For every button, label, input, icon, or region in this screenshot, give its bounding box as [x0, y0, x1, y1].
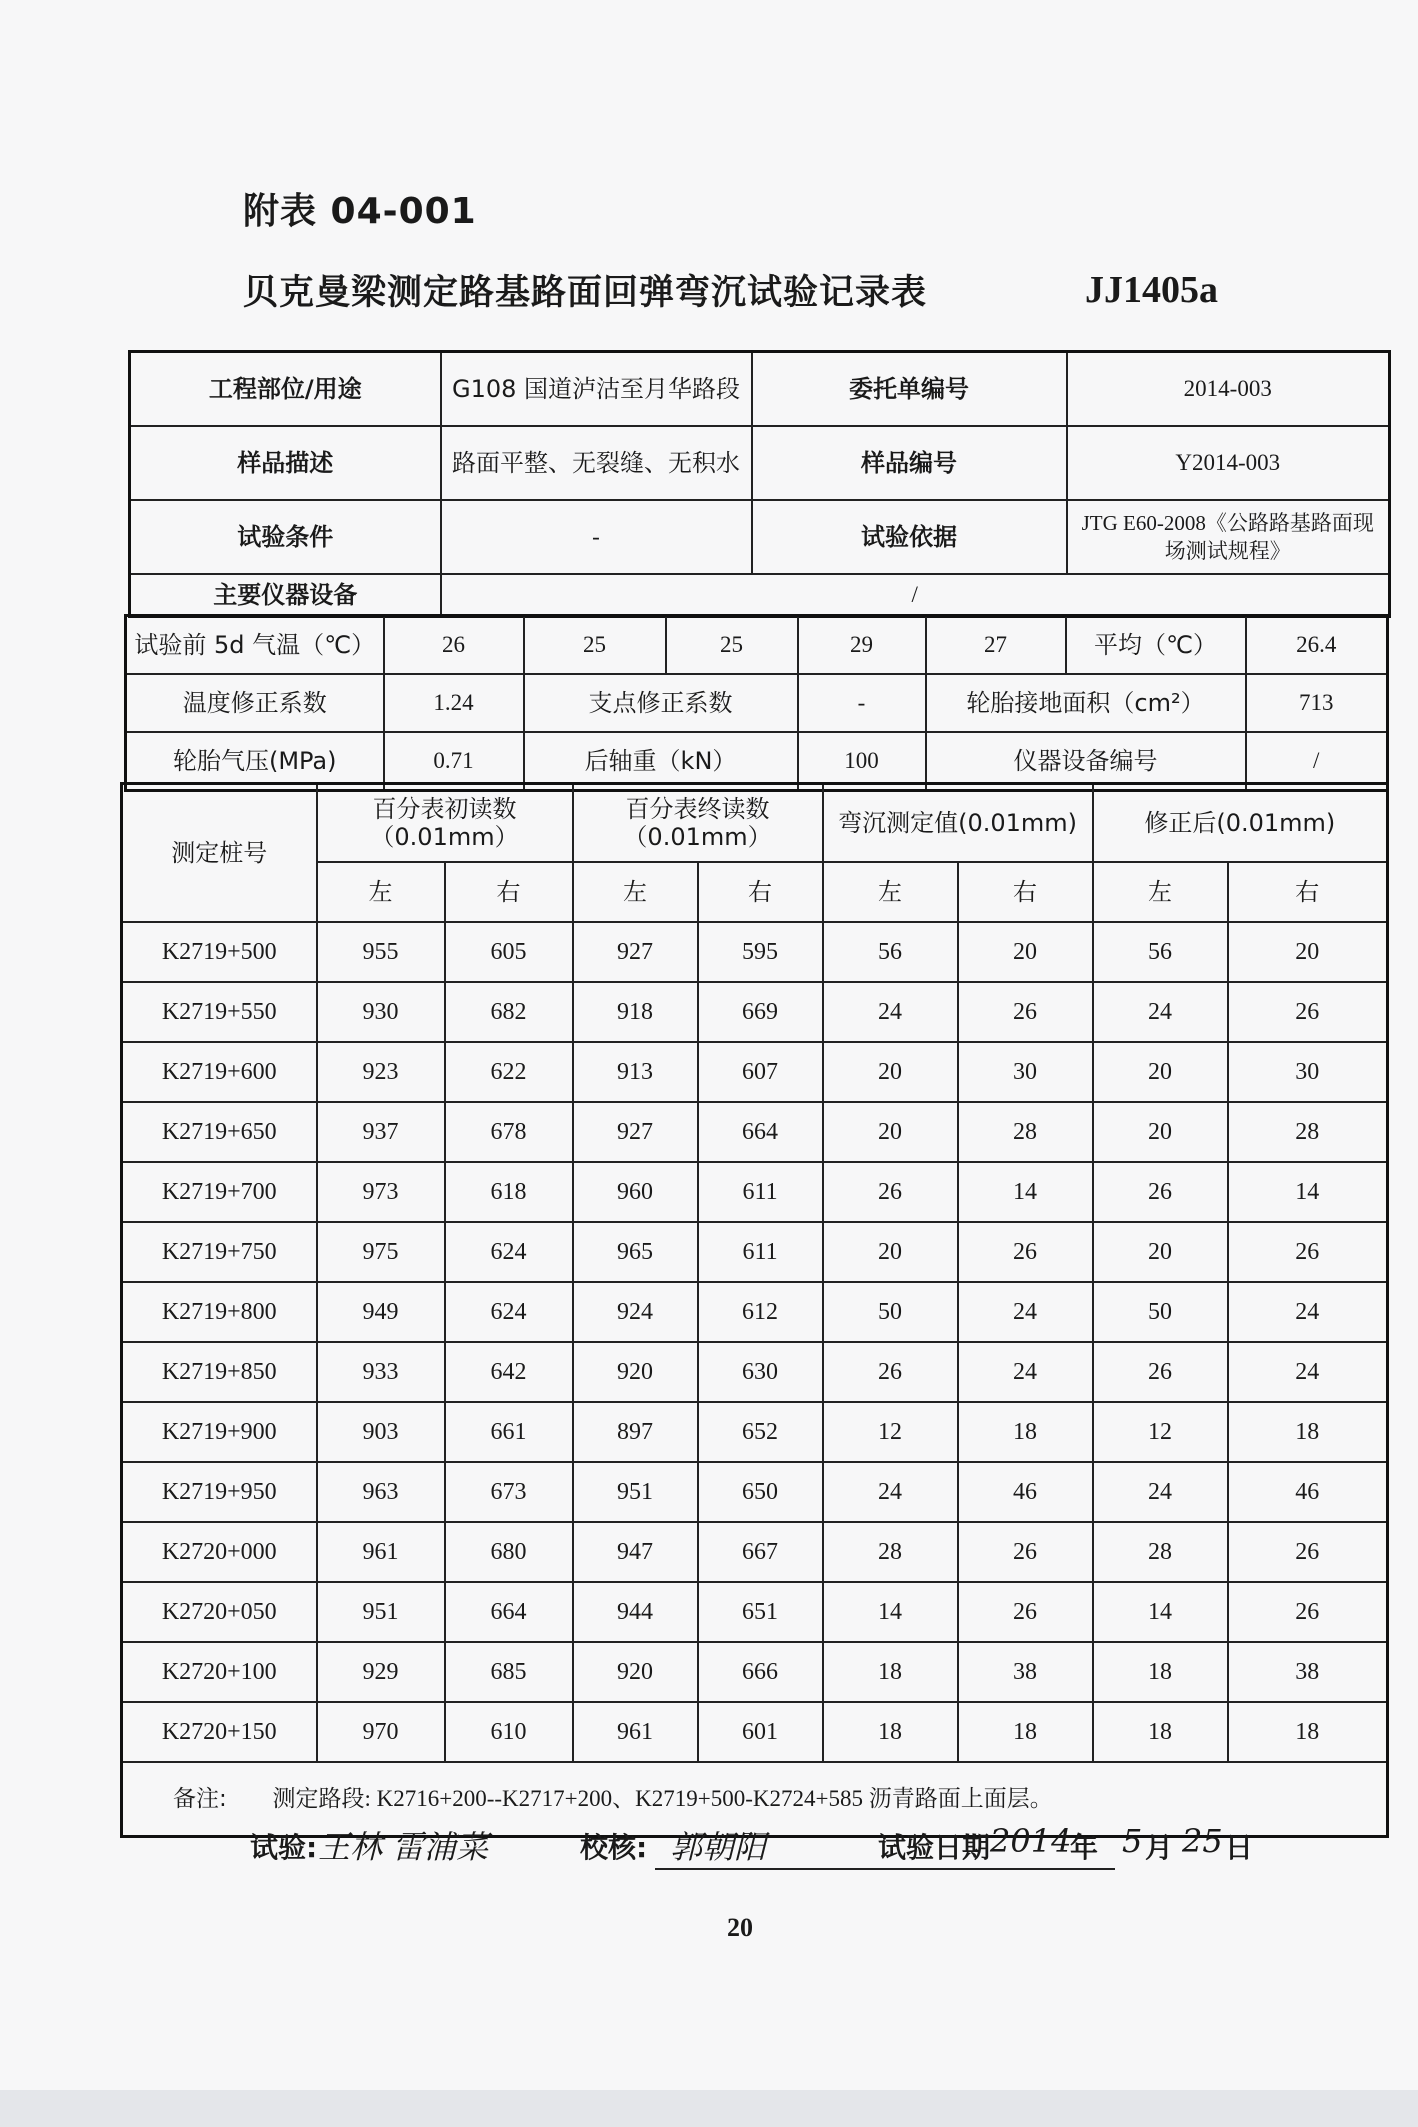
signature-footer [250, 1822, 1260, 1872]
initial-right-cell: 680 [445, 1522, 573, 1582]
station-cell: K2719+850 [122, 1342, 317, 1402]
tire-pressure-label: 轮胎气压(MPa) [126, 732, 384, 791]
temp-coef-label: 温度修正系数 [126, 674, 384, 732]
final-right-cell: 666 [698, 1642, 823, 1702]
final-right-cell: 611 [698, 1222, 823, 1282]
initial-left-cell: 933 [317, 1342, 445, 1402]
station-cell: K2719+700 [122, 1162, 317, 1222]
right-header: 右 [1228, 862, 1388, 922]
initial-right-cell: 610 [445, 1702, 573, 1762]
final-left-cell: 918 [573, 982, 698, 1042]
params-table [124, 614, 1389, 792]
corrected-right-cell: 24 [1228, 1282, 1388, 1342]
date-day: 25 [1182, 1822, 1223, 1860]
initial-left-cell: 961 [317, 1522, 445, 1582]
corrected-right-cell: 30 [1228, 1042, 1388, 1102]
initial-right-cell: 678 [445, 1102, 573, 1162]
initial-left-cell: 930 [317, 982, 445, 1042]
deflection-left-cell: 28 [823, 1522, 958, 1582]
deflection-right-cell: 26 [958, 1582, 1093, 1642]
station-cell: K2719+900 [122, 1402, 317, 1462]
final-left-cell: 965 [573, 1222, 698, 1282]
deflection-left-cell: 12 [823, 1402, 958, 1462]
deflection-right-cell: 20 [958, 922, 1093, 982]
document-title: 贝克曼梁测定路基路面回弹弯沉试验记录表 [243, 273, 928, 313]
initial-right-cell: 618 [445, 1162, 573, 1222]
final-left-cell: 947 [573, 1522, 698, 1582]
deflection-right-cell: 18 [958, 1402, 1093, 1462]
signature-line [655, 1868, 1115, 1870]
final-right-cell: 595 [698, 922, 823, 982]
temp-day-3: 25 [666, 616, 798, 675]
table-row [122, 1342, 1388, 1402]
initial-left-cell: 973 [317, 1162, 445, 1222]
corrected-right-cell: 26 [1228, 1522, 1388, 1582]
deflection-left-cell: 20 [823, 1042, 958, 1102]
initial-right-cell: 624 [445, 1282, 573, 1342]
initial-right-cell: 642 [445, 1342, 573, 1402]
corrected-left-cell: 20 [1093, 1042, 1228, 1102]
project-value: G108 国道泸沽至月华路段 [441, 352, 752, 427]
table-row [122, 1282, 1388, 1342]
deflection-right-cell: 28 [958, 1102, 1093, 1162]
corrected-left-cell: 24 [1093, 982, 1228, 1042]
table-row [126, 674, 1388, 732]
deflection-right-cell: 26 [958, 1222, 1093, 1282]
initial-left-cell: 929 [317, 1642, 445, 1702]
initial-left-cell: 970 [317, 1702, 445, 1762]
table-row [122, 1522, 1388, 1582]
commission-label: 委托单编号 [752, 352, 1067, 427]
initial-right-cell: 624 [445, 1222, 573, 1282]
condition-label: 试验条件 [130, 500, 441, 574]
station-cell: K2720+150 [122, 1702, 317, 1762]
right-header: 右 [445, 862, 573, 922]
table-row [130, 574, 1390, 617]
corrected-left-cell: 56 [1093, 922, 1228, 982]
station-cell: K2719+950 [122, 1462, 317, 1522]
corrected-right-cell: 26 [1228, 1582, 1388, 1642]
corrected-left-cell: 26 [1093, 1342, 1228, 1402]
basis-value: JTG E60-2008《公路路基路面现场测试规程》 [1067, 500, 1390, 574]
note-label: 备注: [173, 1786, 227, 1812]
corrected-left-cell: 28 [1093, 1522, 1228, 1582]
final-left-cell: 897 [573, 1402, 698, 1462]
final-left-cell: 920 [573, 1642, 698, 1702]
table-header-row [122, 784, 1388, 863]
final-left-cell: 961 [573, 1702, 698, 1762]
deflection-right-cell: 46 [958, 1462, 1093, 1522]
corrected-right-cell: 28 [1228, 1102, 1388, 1162]
station-cell: K2720+100 [122, 1642, 317, 1702]
deflection-right-cell: 30 [958, 1042, 1093, 1102]
final-left-cell: 927 [573, 922, 698, 982]
corrected-right-cell: 18 [1228, 1702, 1388, 1762]
tire-pressure-value: 0.71 [384, 732, 524, 791]
table-row [122, 1102, 1388, 1162]
corrected-left-cell: 14 [1093, 1582, 1228, 1642]
year-unit: 年 [1070, 1831, 1099, 1864]
condition-value: - [441, 500, 752, 574]
initial-right-cell: 661 [445, 1402, 573, 1462]
initial-right-cell: 673 [445, 1462, 573, 1522]
table-row [122, 1402, 1388, 1462]
table-row [126, 616, 1388, 675]
measurement-table [120, 782, 1389, 1838]
corrected-right-cell: 18 [1228, 1402, 1388, 1462]
table-row [122, 922, 1388, 982]
date-month: 5 [1122, 1822, 1143, 1860]
deflection-right-cell: 26 [958, 1522, 1093, 1582]
sample-desc-value: 路面平整、无裂缝、无积水 [441, 426, 752, 500]
equipment-label: 主要仪器设备 [130, 574, 441, 617]
table-row [122, 1222, 1388, 1282]
final-reading-header: 百分表终读数（0.01mm） [573, 784, 823, 863]
corrected-left-cell: 20 [1093, 1222, 1228, 1282]
final-right-cell: 630 [698, 1342, 823, 1402]
sample-no-label: 样品编号 [752, 426, 1067, 500]
tire-area-label: 轮胎接地面积（cm²） [926, 674, 1246, 732]
initial-left-cell: 955 [317, 922, 445, 982]
deflection-left-cell: 18 [823, 1702, 958, 1762]
day-unit: 日 [1225, 1831, 1254, 1864]
deflection-right-cell: 14 [958, 1162, 1093, 1222]
final-right-cell: 667 [698, 1522, 823, 1582]
table-row [122, 1642, 1388, 1702]
initial-right-cell: 682 [445, 982, 573, 1042]
deflection-right-cell: 38 [958, 1642, 1093, 1702]
initial-right-cell: 664 [445, 1582, 573, 1642]
deflection-right-cell: 26 [958, 982, 1093, 1042]
axle-value: 100 [798, 732, 926, 791]
support-coef-value: - [798, 674, 926, 732]
final-right-cell: 652 [698, 1402, 823, 1462]
station-cell: K2720+000 [122, 1522, 317, 1582]
avg-value: 26.4 [1246, 616, 1388, 675]
station-cell: K2719+750 [122, 1222, 317, 1282]
deflection-left-cell: 18 [823, 1642, 958, 1702]
basis-label: 试验依据 [752, 500, 1067, 574]
deflection-right-cell: 24 [958, 1342, 1093, 1402]
table-row [122, 1582, 1388, 1642]
device-no-value: / [1246, 732, 1388, 791]
temp-day-1: 26 [384, 616, 524, 675]
station-cell: K2719+600 [122, 1042, 317, 1102]
initial-reading-header: 百分表初读数（0.01mm） [317, 784, 573, 863]
table-row [130, 352, 1390, 427]
checker-signature: 郭朝阳 [670, 1828, 767, 1866]
final-right-cell: 607 [698, 1042, 823, 1102]
device-no-label: 仪器设备编号 [926, 732, 1246, 791]
temp-day-2: 25 [524, 616, 666, 675]
scan-edge [0, 2090, 1418, 2127]
sample-desc-label: 样品描述 [130, 426, 441, 500]
deflection-right-cell: 18 [958, 1702, 1093, 1762]
deflection-left-cell: 14 [823, 1582, 958, 1642]
final-left-cell: 951 [573, 1462, 698, 1522]
initial-left-cell: 951 [317, 1582, 445, 1642]
station-cell: K2719+650 [122, 1102, 317, 1162]
temp-day-5: 27 [926, 616, 1066, 675]
corrected-left-cell: 24 [1093, 1462, 1228, 1522]
deflection-left-cell: 26 [823, 1342, 958, 1402]
final-right-cell: 601 [698, 1702, 823, 1762]
final-left-cell: 960 [573, 1162, 698, 1222]
deflection-left-cell: 26 [823, 1162, 958, 1222]
final-left-cell: 927 [573, 1102, 698, 1162]
corrected-left-cell: 12 [1093, 1402, 1228, 1462]
axle-label: 后轴重（kN） [524, 732, 798, 791]
right-header: 右 [698, 862, 823, 922]
table-row [130, 500, 1390, 574]
page-number: 20 [727, 1913, 753, 1942]
station-cell: K2719+550 [122, 982, 317, 1042]
info-table [128, 350, 1391, 618]
initial-left-cell: 923 [317, 1042, 445, 1102]
final-right-cell: 612 [698, 1282, 823, 1342]
corrected-right-cell: 38 [1228, 1642, 1388, 1702]
deflection-left-cell: 20 [823, 1222, 958, 1282]
corrected-left-cell: 20 [1093, 1102, 1228, 1162]
note-value: 测定路段: K2716+200--K2717+200、K2719+500-K2724+585 沥青路面上面层。 [272, 1786, 1053, 1811]
station-cell: K2719+800 [122, 1282, 317, 1342]
form-code: JJ1405a [1085, 269, 1218, 311]
tester-signature: 王林 雷浦菜 [318, 1828, 489, 1866]
date-label: 试验日期 [878, 1831, 991, 1864]
final-right-cell: 651 [698, 1582, 823, 1642]
corrected-header: 修正后(0.01mm) [1093, 784, 1388, 863]
corrected-right-cell: 26 [1228, 1222, 1388, 1282]
deflection-left-cell: 20 [823, 1102, 958, 1162]
initial-left-cell: 963 [317, 1462, 445, 1522]
temp-coef-value: 1.24 [384, 674, 524, 732]
final-right-cell: 664 [698, 1102, 823, 1162]
initial-right-cell: 622 [445, 1042, 573, 1102]
table-row [122, 1162, 1388, 1222]
right-header: 右 [958, 862, 1093, 922]
station-cell: K2720+050 [122, 1582, 317, 1642]
deflection-left-cell: 50 [823, 1282, 958, 1342]
table-row [122, 1462, 1388, 1522]
table-row [122, 982, 1388, 1042]
table-row [122, 1702, 1388, 1762]
corrected-left-cell: 50 [1093, 1282, 1228, 1342]
sample-no-value: Y2014-003 [1067, 426, 1390, 500]
corrected-right-cell: 46 [1228, 1462, 1388, 1522]
final-left-cell: 913 [573, 1042, 698, 1102]
commission-value: 2014-003 [1067, 352, 1390, 427]
final-left-cell: 924 [573, 1282, 698, 1342]
station-cell: K2719+500 [122, 922, 317, 982]
support-coef-label: 支点修正系数 [524, 674, 798, 732]
date-year: 2014 [990, 1822, 1072, 1860]
deflection-left-cell: 24 [823, 1462, 958, 1522]
station-header: 测定桩号 [122, 784, 317, 923]
deflection-left-cell: 56 [823, 922, 958, 982]
deflection-header: 弯沉测定值(0.01mm) [823, 784, 1093, 863]
tire-area-value: 713 [1246, 674, 1388, 732]
table-row [130, 426, 1390, 500]
project-label: 工程部位/用途 [130, 352, 441, 427]
avg-label: 平均（℃） [1066, 616, 1246, 675]
final-right-cell: 669 [698, 982, 823, 1042]
temp-day-4: 29 [798, 616, 926, 675]
corrected-right-cell: 26 [1228, 982, 1388, 1042]
corrected-left-cell: 18 [1093, 1702, 1228, 1762]
final-right-cell: 611 [698, 1162, 823, 1222]
tester-label: 试验: [250, 1831, 318, 1864]
initial-right-cell: 685 [445, 1642, 573, 1702]
equipment-value: / [441, 574, 1390, 617]
corrected-right-cell: 14 [1228, 1162, 1388, 1222]
final-left-cell: 920 [573, 1342, 698, 1402]
initial-left-cell: 903 [317, 1402, 445, 1462]
corrected-right-cell: 20 [1228, 922, 1388, 982]
corrected-left-cell: 26 [1093, 1162, 1228, 1222]
temp-label: 试验前 5d 气温（℃） [126, 616, 384, 675]
initial-left-cell: 949 [317, 1282, 445, 1342]
final-right-cell: 650 [698, 1462, 823, 1522]
month-unit: 月 [1145, 1831, 1174, 1864]
initial-left-cell: 975 [317, 1222, 445, 1282]
deflection-right-cell: 24 [958, 1282, 1093, 1342]
left-header: 左 [1093, 862, 1228, 922]
initial-right-cell: 605 [445, 922, 573, 982]
left-header: 左 [823, 862, 958, 922]
final-left-cell: 944 [573, 1582, 698, 1642]
initial-left-cell: 937 [317, 1102, 445, 1162]
left-header: 左 [573, 862, 698, 922]
checker-label: 校核: [580, 1831, 648, 1864]
deflection-left-cell: 24 [823, 982, 958, 1042]
table-row [122, 1042, 1388, 1102]
corrected-left-cell: 18 [1093, 1642, 1228, 1702]
corrected-right-cell: 24 [1228, 1342, 1388, 1402]
left-header: 左 [317, 862, 445, 922]
appendix-label: 附表 04-001 [243, 191, 477, 232]
